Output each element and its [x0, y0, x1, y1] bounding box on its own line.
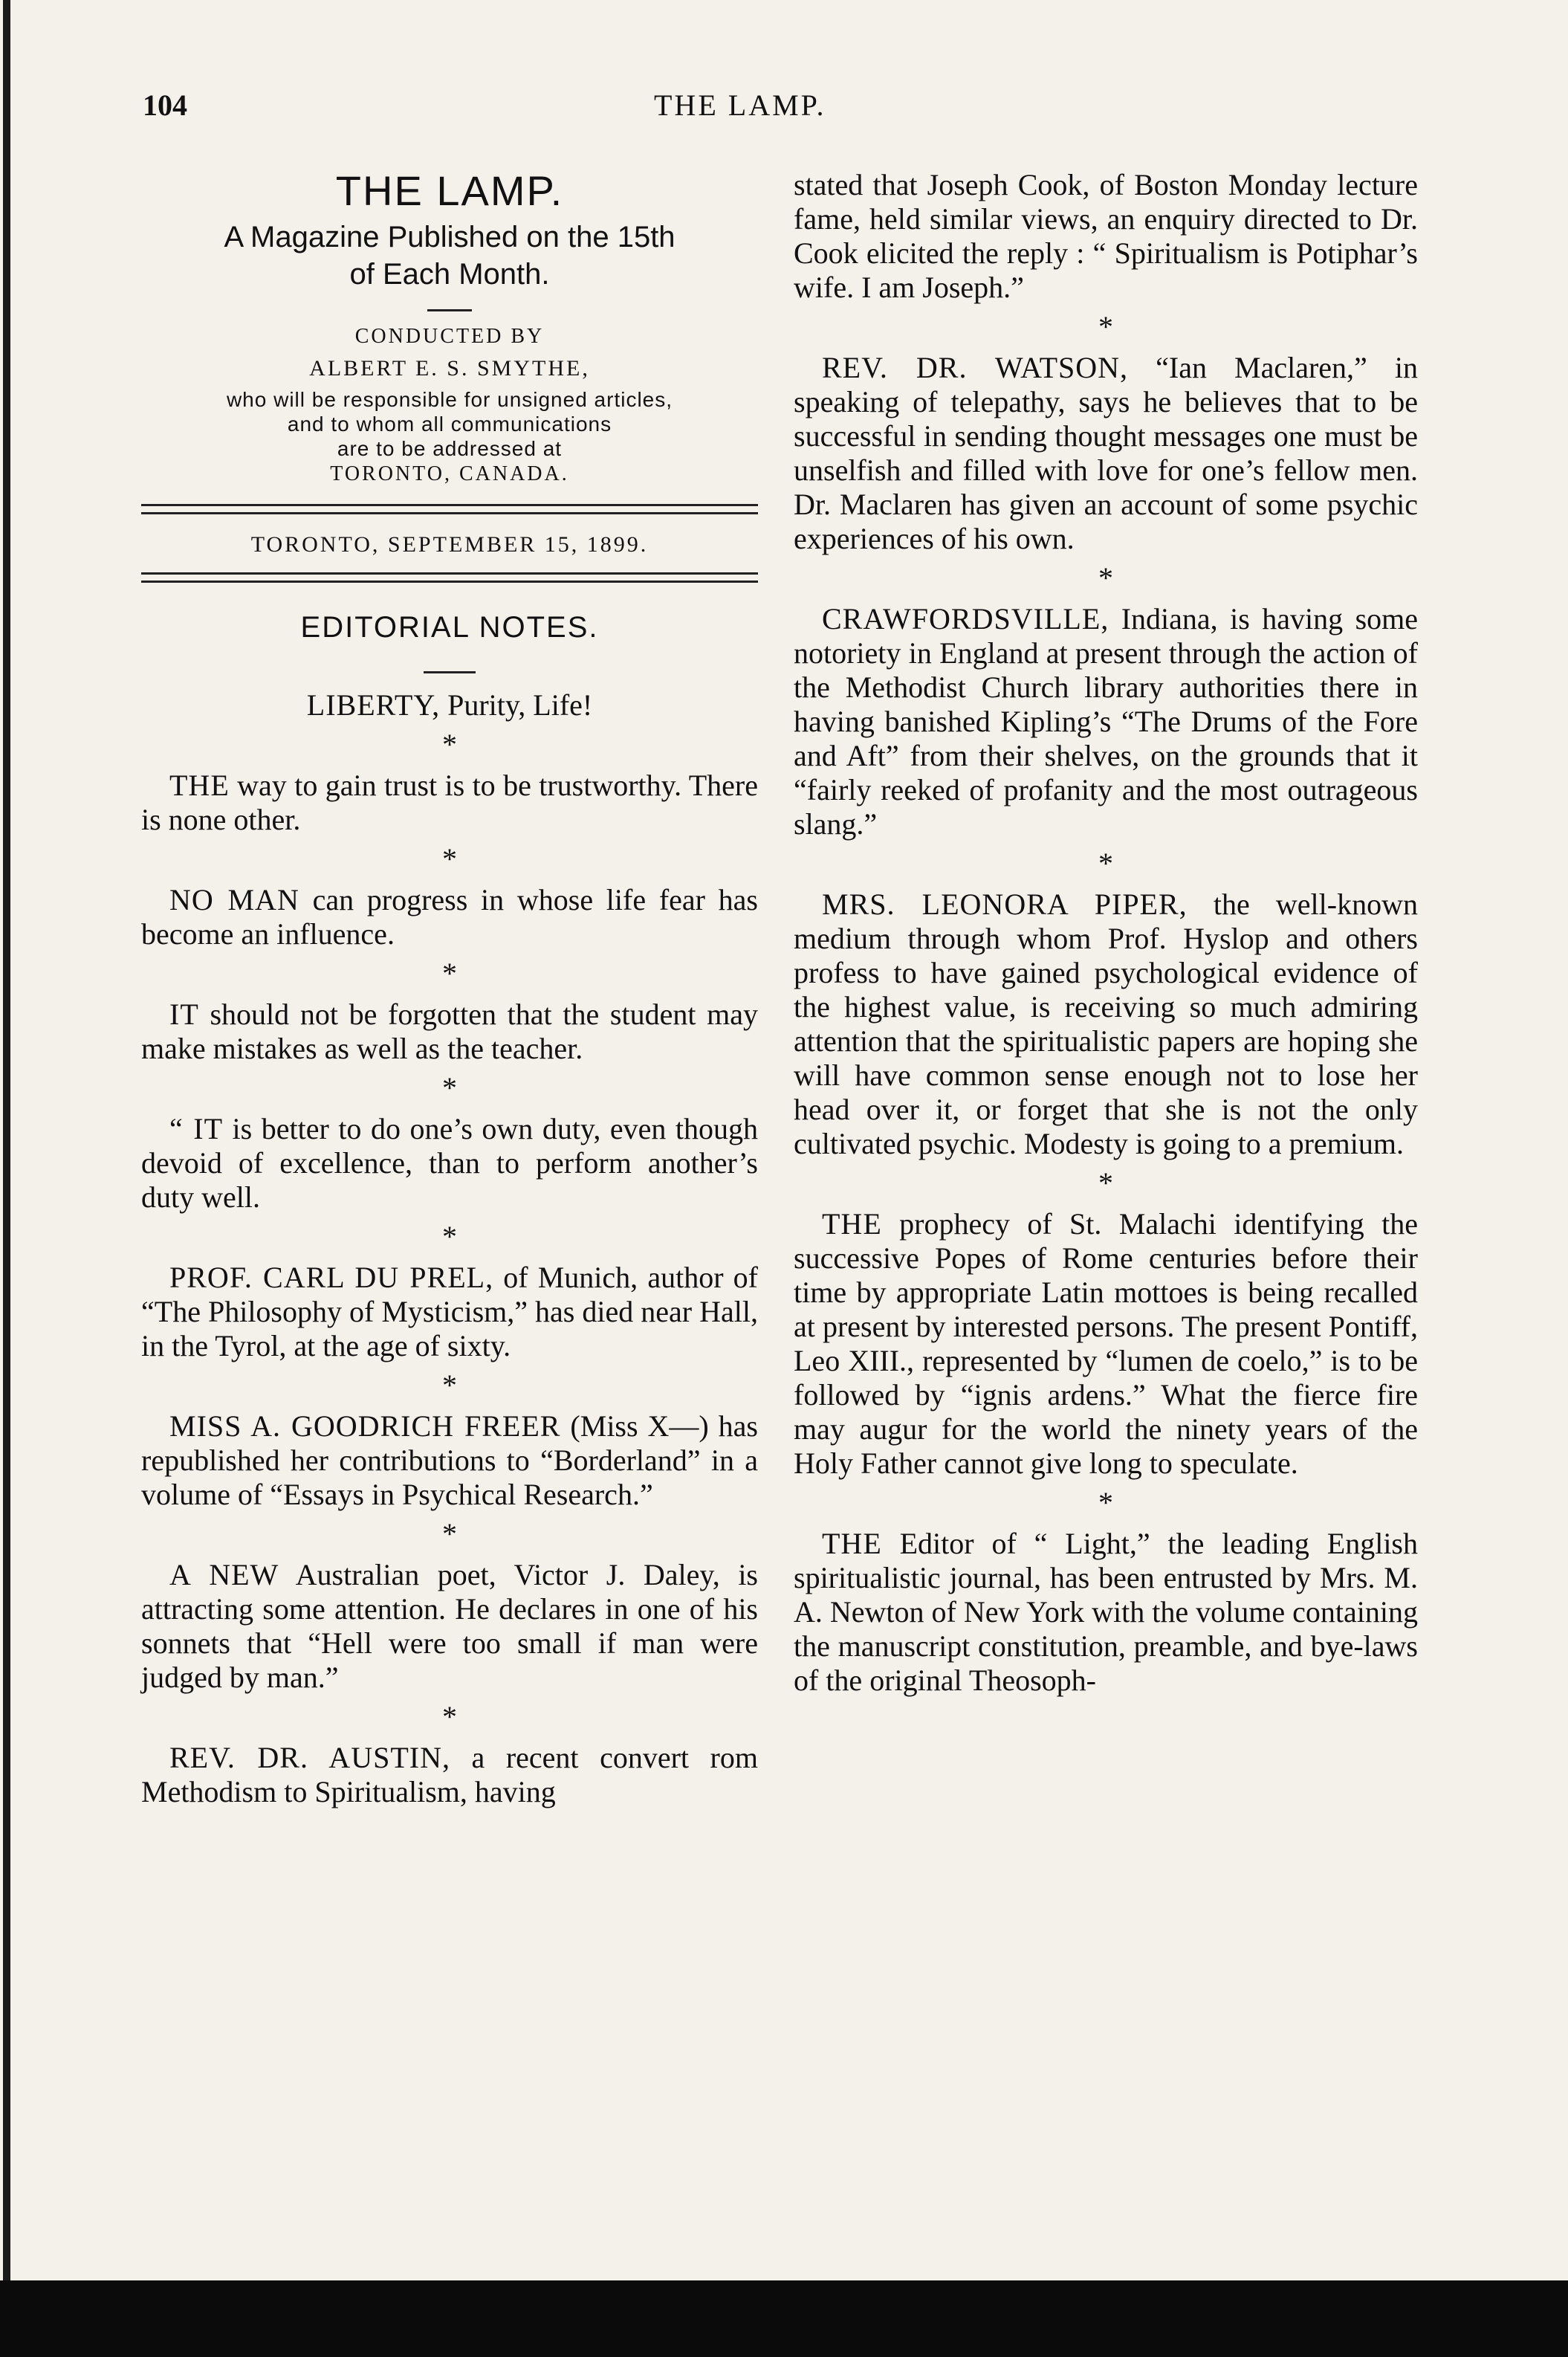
editorial-note: [794, 602, 1418, 841]
editorial-note: [141, 1741, 758, 1809]
editorial-note: [141, 883, 758, 951]
responsibility-line-3: are to be addressed at: [337, 436, 563, 460]
note-text: Purity, Life!: [440, 688, 593, 722]
asterisk-separator: *: [442, 1368, 457, 1402]
page-number: 104: [143, 88, 187, 122]
note-lead: MISS A. GOODRICH FREER: [169, 1409, 561, 1443]
masthead-title: THE LAMP.: [335, 167, 564, 214]
asterisk-separator: *: [1098, 561, 1113, 595]
note-lead: LIBERTY,: [306, 688, 441, 722]
masthead-rule: [141, 504, 758, 514]
editor-name: ALBERT E. S. SMYTHE,: [309, 355, 590, 381]
scan-bottom-band: [0, 2280, 1568, 2357]
note-lead: “ IT: [169, 1111, 224, 1145]
note-text: is better to do one’s own duty, even though devoid of excellence, than to perform another’s duty well.: [141, 1111, 758, 1214]
left-notes: [141, 688, 758, 1809]
note-lead: REV. DR. AUSTIN,: [169, 1740, 450, 1774]
masthead-dash: [427, 309, 472, 311]
editorial-note: [794, 168, 1418, 305]
section-heading: EDITORIAL NOTES.: [300, 610, 599, 644]
note-lead: MRS. LEONORA PIPER,: [822, 887, 1188, 921]
asterisk-separator: *: [442, 956, 457, 990]
asterisk-separator: *: [442, 841, 457, 876]
editorial-note: [141, 1558, 758, 1695]
note-text: “Ian Maclaren,” in speaking of telepathy, says he believes that to be successful in sending thought messages one must be unselfish and filled with love for one’s fellow men. Dr. Maclaren has given an account of some psychic experiences of his own.: [794, 351, 1418, 555]
editorial-note: [141, 688, 758, 722]
asterisk-separator: *: [1098, 310, 1113, 343]
masthead-subtitle-1: A Magazine Published on the 15th: [224, 220, 676, 253]
running-title: THE LAMP.: [654, 88, 826, 122]
note-lead: CRAWFORDSVILLE,: [822, 602, 1109, 636]
note-text: prophecy of St. Malachi identifying the successive Popes of Rome centuries before their time by appropriate Latin mottoes is being recalled at present by interested persons. The present Pontiff, Leo XIII., represented by “lumen de coelo,” is to be followed by “ignis ardens.” What the fierce fire may augur for the world the ninety years of the Holy Father cannot give long to speculate.: [794, 1207, 1418, 1480]
running-head: [0, 88, 1568, 132]
note-lead: THE: [822, 1207, 882, 1241]
asterisk-separator: *: [442, 1516, 457, 1551]
masthead: [141, 168, 758, 486]
note-text: Editor of “ Light,” the leading English spiritualistic journal, has been entrusted by Mrs. M. A. Newton of New York with the volume containing the manuscript constitution, preamble, and bye-laws of the original Theosoph-: [794, 1527, 1418, 1697]
masthead-address: TORONTO, CANADA.: [330, 462, 569, 485]
note-lead: A NEW: [169, 1557, 279, 1591]
note-lead: PROF. CARL DU PREL,: [169, 1260, 494, 1294]
note-text: a recent convert rom Methodism to Spiritualism, having: [141, 1740, 758, 1808]
asterisk-separator: *: [442, 1219, 457, 1253]
right-notes: [794, 168, 1418, 1698]
note-text: of Munich, author of “The Philosophy of Mysticism,” has died near Hall, in the Tyrol, at the age of sixty.: [141, 1260, 758, 1362]
asterisk-separator: *: [1098, 847, 1113, 880]
editorial-note: [141, 1261, 758, 1363]
editorial-note: [141, 1409, 758, 1512]
editorial-note: [141, 998, 758, 1066]
editorial-note: [794, 1527, 1418, 1698]
left-column: [141, 168, 758, 1809]
asterisk-separator: *: [442, 1070, 457, 1105]
section-dash: [424, 671, 476, 673]
dateline: TORONTO, SEPTEMBER 15, 1899.: [250, 531, 649, 557]
note-text: the well-known medium through whom Prof. Hyslop and others profess to have gained psychological evidence of the highest value, is receiving so much admiring attention that the spiritualistic papers are hoping she will have common sense enough not to lose her head over it, or forget that she is not the only cultivated psychic. Modesty is going to a premium.: [794, 887, 1418, 1160]
editorial-note: [794, 351, 1418, 556]
note-text: should not be forgotten that the student may make mistakes as well as the teacher.: [141, 997, 758, 1065]
right-column: [794, 168, 1418, 1698]
conducted-by: CONDUCTED BY: [354, 324, 545, 348]
note-lead: THE: [822, 1527, 882, 1560]
note-text: stated that Joseph Cook, of Boston Monday lecture fame, held similar views, an enquiry directed to Dr. Cook elicited the reply : “ Spiritualism is Potiphar’s wife. I am Joseph.”: [794, 168, 1418, 304]
responsibility-line-2: and to whom all communications: [287, 412, 612, 436]
editorial-note: [141, 769, 758, 837]
note-lead: IT: [169, 997, 199, 1031]
note-text: Indiana, is having some notoriety in England at present through the action of the Methodist Church library authorities there in having banished Kipling’s “The Drums of the Fore and Aft” from their shelves, on the grounds that it “fairly reeked of profanity and the most outrageous slang.”: [794, 602, 1418, 841]
dateline-rule: [141, 572, 758, 583]
editorial-note: [794, 1207, 1418, 1481]
responsibility-line-1: who will be responsible for unsigned articles,: [226, 387, 673, 411]
note-lead: NO MAN: [169, 882, 299, 916]
page-edge-shadow: [3, 0, 10, 2289]
asterisk-separator: *: [1098, 1486, 1113, 1519]
note-lead: THE: [169, 768, 230, 802]
asterisk-separator: *: [1098, 1166, 1113, 1200]
note-text: Australian poet, Victor J. Daley, is attracting some attention. He declares in one of his sonnets that “Hell were too small if man were judged by man.”: [141, 1557, 758, 1694]
editorial-note: [794, 887, 1418, 1161]
note-text: way to gain trust is to be trustworthy. There is none other.: [141, 768, 758, 836]
note-lead: REV. DR. WATSON,: [822, 351, 1129, 384]
asterisk-separator: *: [442, 727, 457, 761]
asterisk-separator: *: [442, 1699, 457, 1733]
masthead-subtitle-2: of Each Month.: [349, 257, 550, 291]
note-text: (Miss X—) has republished her contributions to “Borderland” in a volume of “Essays in Psychical Research.”: [141, 1409, 758, 1511]
editorial-note: [141, 1112, 758, 1215]
note-text: can progress in whose life fear has become an influence.: [141, 882, 758, 951]
